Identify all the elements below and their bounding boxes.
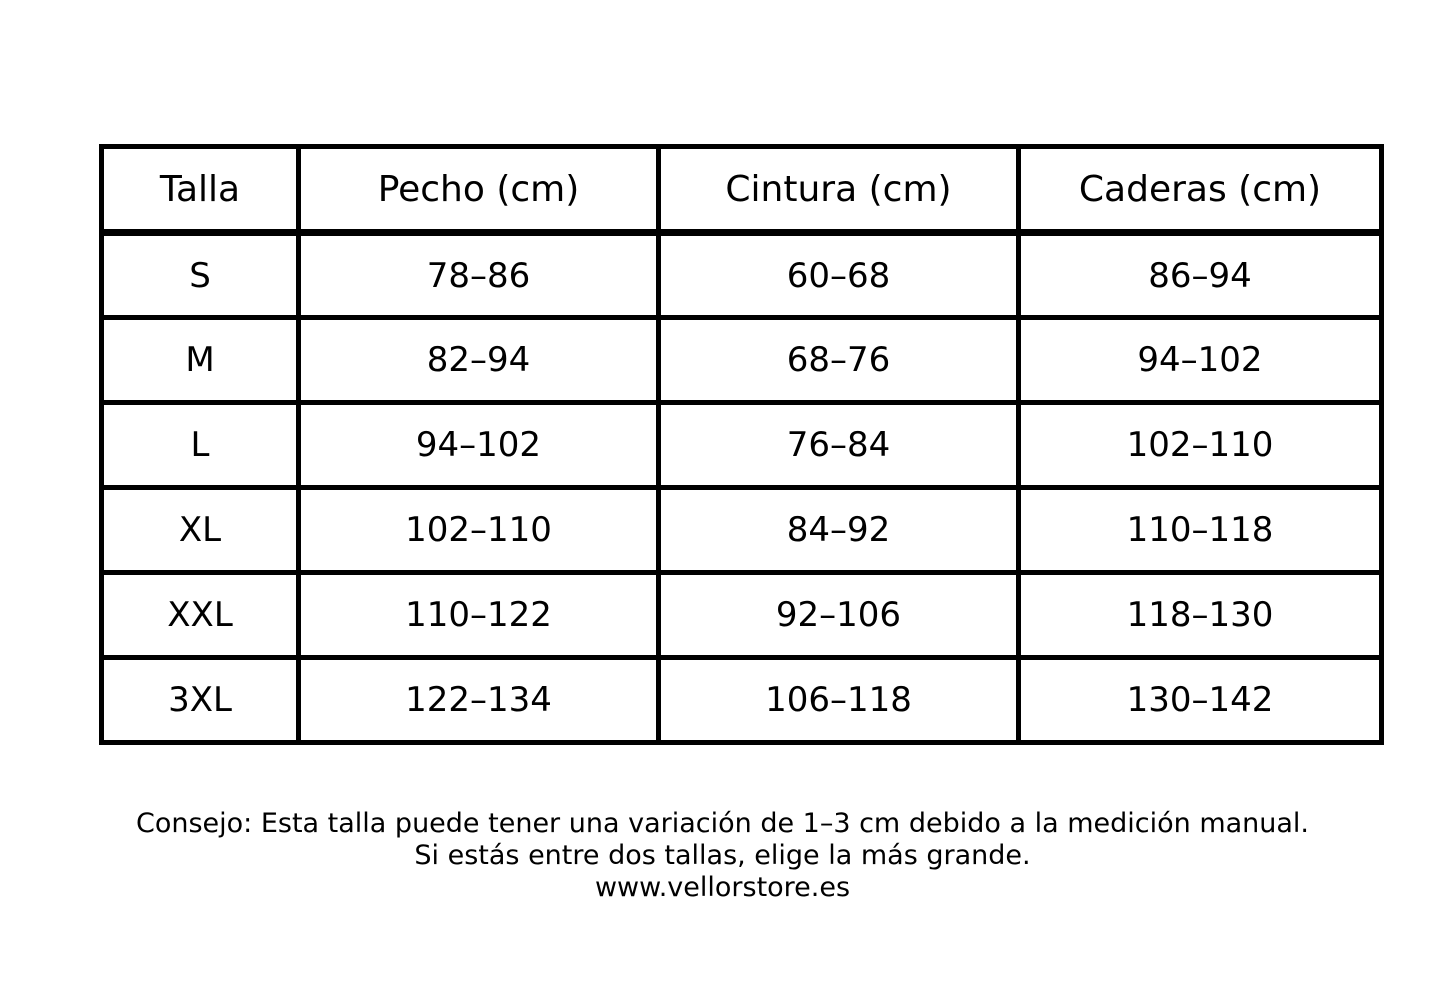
size-label-cell: S xyxy=(102,233,299,318)
size-label-cell: 3XL xyxy=(102,658,299,743)
caderas-value-cell: 118–130 xyxy=(1019,573,1382,658)
column-header-caderas: Caderas (cm) xyxy=(1019,147,1382,233)
table-row-s xyxy=(102,233,1382,318)
table-row-xxl xyxy=(102,573,1382,658)
caderas-value-cell: 102–110 xyxy=(1019,403,1382,488)
caderas-value-cell: 94–102 xyxy=(1019,318,1382,403)
size-label-cell: L xyxy=(102,403,299,488)
cintura-value-cell: 60–68 xyxy=(659,233,1019,318)
pecho-value-cell: 110–122 xyxy=(299,573,659,658)
caderas-value-cell: 110–118 xyxy=(1019,488,1382,573)
column-header-pecho: Pecho (cm) xyxy=(299,147,659,233)
advice-line-1: Consejo: Esta talla puede tener una variación de 1–3 cm debido a la medición manual. xyxy=(135,808,1310,839)
header-row xyxy=(102,147,1382,233)
pecho-value-cell: 94–102 xyxy=(299,403,659,488)
table-row-3xl xyxy=(102,658,1382,743)
column-header-cintura: Cintura (cm) xyxy=(659,147,1019,233)
cintura-value-cell: 106–118 xyxy=(659,658,1019,743)
pecho-value-cell: 82–94 xyxy=(299,318,659,403)
caderas-value-cell: 130–142 xyxy=(1019,658,1382,743)
pecho-value-cell: 122–134 xyxy=(299,658,659,743)
size-chart-table xyxy=(99,144,1384,745)
column-header-talla: Talla xyxy=(102,147,299,233)
size-label-cell: XL xyxy=(102,488,299,573)
size-label-cell: XXL xyxy=(102,573,299,658)
table-row-m xyxy=(102,318,1382,403)
advice-line-2: Si estás entre dos tallas, elige la más grande. xyxy=(414,840,1031,871)
cintura-value-cell: 92–106 xyxy=(659,573,1019,658)
table-row-l xyxy=(102,403,1382,488)
table-row-xl xyxy=(102,488,1382,573)
pecho-value-cell: 78–86 xyxy=(299,233,659,318)
pecho-value-cell: 102–110 xyxy=(299,488,659,573)
caderas-value-cell: 86–94 xyxy=(1019,233,1382,318)
website-url: www.vellorstore.es xyxy=(594,872,851,903)
size-label-cell: M xyxy=(102,318,299,403)
cintura-value-cell: 76–84 xyxy=(659,403,1019,488)
cintura-value-cell: 68–76 xyxy=(659,318,1019,403)
footer-note xyxy=(0,808,1445,904)
cintura-value-cell: 84–92 xyxy=(659,488,1019,573)
